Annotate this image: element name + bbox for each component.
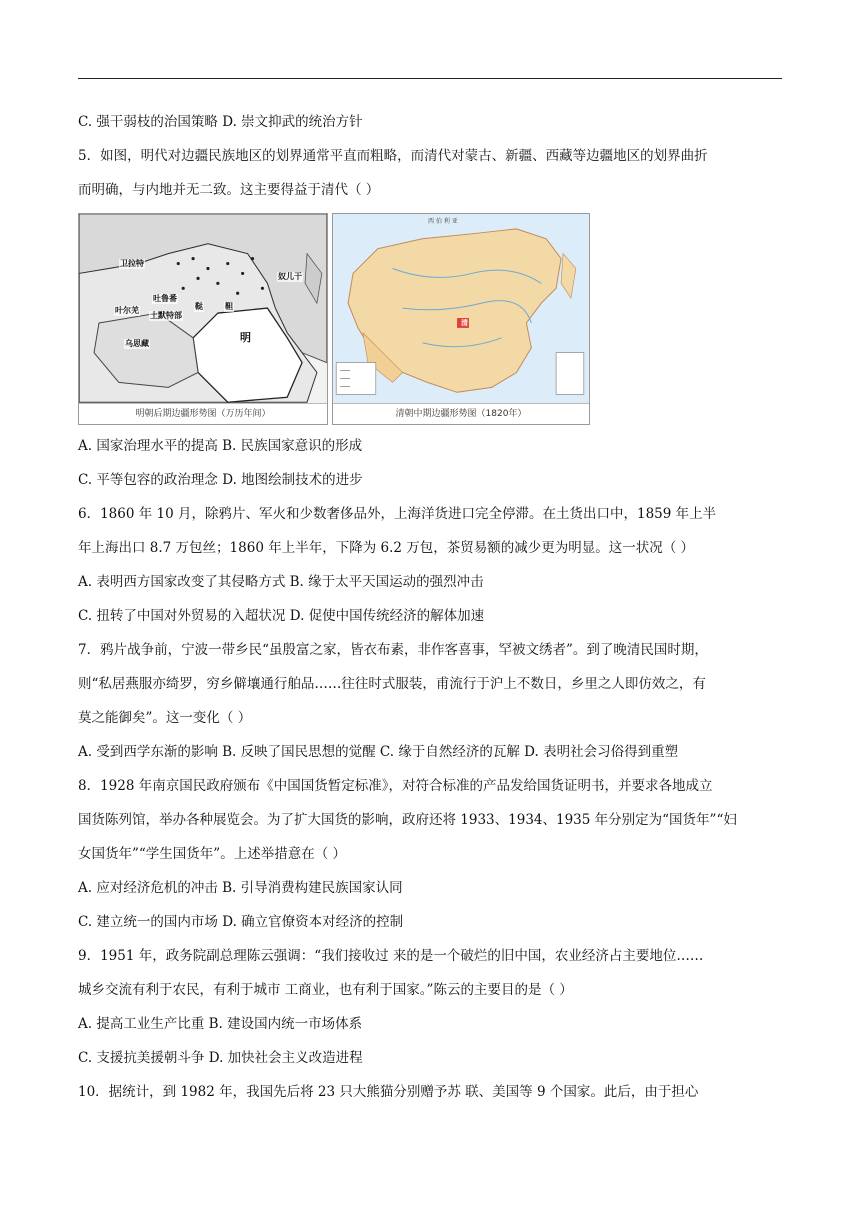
label-weilate: 卫拉特 (120, 259, 144, 268)
qing-map-caption: 清朝中期边疆形势图（1820年） (333, 403, 589, 424)
question-6-stem: 6．1860 年 10 月，除鸦片、军火和少数奢侈品外，上海洋货进口完全停滞。在土货出口中，1859 年上半 (78, 506, 717, 522)
text-line: C. 强干弱枝的治国策略 D. 崇文抑武的统治方针 (78, 114, 363, 130)
text-line: 城乡交流有利于农民，有利于城市 工商业，也有利于国家。”陈云的主要目的是（ ） (78, 982, 573, 998)
question-5-figure (78, 213, 590, 425)
ming-map-caption: 明朝后期边疆形势图（万历年间） (79, 403, 327, 424)
header-rule (78, 78, 782, 79)
text-line: 莫之能御矣”。这一变化（ ） (78, 710, 252, 726)
ming-map-drawing (79, 214, 327, 424)
label-siberia: 西 伯 利 亚 (428, 218, 458, 225)
qing-map (332, 213, 590, 425)
question-5-stem: 5．如图，明代对边疆民族地区的划界通常平直而粗略，而清代对蒙古、新疆、西藏等边疆地区的划界曲折 (78, 148, 708, 164)
document-body (78, 105, 782, 1109)
text-line: 女国货年”“学生国货年”。上述举措意在（ ） (78, 846, 346, 862)
label-qing: 清 (461, 319, 468, 327)
option-line: C. 扭转了中国对外贸易的入超状况 D. 促使中国传统经济的解体加速 (78, 608, 485, 624)
text-line: 而明确，与内地并无二致。这主要得益于清代（ ） (78, 182, 380, 198)
label-tufan: 吐鲁番 (153, 294, 177, 303)
question-7-stem: 7．鸦片战争前，宁波一带乡民“虽殷富之家，皆衣布素，非作客喜事，罕被文绣者”。到了晚清民国时期， (78, 642, 708, 658)
label-tumote: 土默特部 (150, 311, 182, 320)
text-line: 国货陈列馆，举办各种展览会。为了扩大国货的影响，政府还将 1933、1934、1935 年分别定为“国货年”“妇 (78, 812, 737, 828)
option-line: A. 应对经济危机的冲击 B. 引导消费构建民族国家认同 (78, 880, 403, 896)
option-line: C. 平等包容的政治理念 D. 地图绘制技术的进步 (78, 472, 363, 488)
option-line: A. 国家治理水平的提高 B. 民族国家意识的形成 (78, 438, 363, 454)
option-line: C. 支援抗美援朝斗争 D. 加快社会主义改造进程 (78, 1050, 363, 1066)
ming-map (78, 213, 328, 425)
label-nugan: 奴儿干 (278, 272, 302, 281)
option-line: A. 提高工业生产比重 B. 建设国内统一市场体系 (78, 1016, 363, 1032)
question-8-stem: 8．1928 年南京国民政府颁布《中国国货暂定标准》，对符合标准的产品发给国货证明书，并要求各地成立 (78, 778, 713, 794)
question-10-stem: 10．据统计，到 1982 年，我国先后将 23 只大熊猫分别赠予苏 联、美国等 9 个国家。此后，由于担心 (78, 1084, 699, 1100)
label-wusizang: 乌思藏 (125, 339, 149, 348)
question-9-stem: 9．1951 年，政务院副总理陈云强调：“我们接收过 来的是一个破烂的旧中国，农业经济占主要地位…… (78, 948, 704, 964)
label-dan: 靼 (225, 302, 233, 311)
label-yeerqiang: 叶尔羌 (115, 306, 139, 315)
option-line: A. 表明西方国家改变了其侵略方式 B. 缘于太平天国运动的强烈冲击 (78, 574, 484, 590)
option-line: C. 建立统一的国内市场 D. 确立官僚资本对经济的控制 (78, 914, 404, 930)
label-dada: 鞑 (195, 302, 203, 311)
text-line: 年上海出口 8.7 万包丝；1860 年上半年，下降为 6.2 万包，茶贸易额的减少更为明显。这一状况（ ） (78, 540, 695, 556)
label-ming: 明 (240, 331, 251, 344)
option-line: A. 受到西学东渐的影响 B. 反映了国民思想的觉醒 C. 缘于自然经济的瓦解 D. 表明社会习俗得到重塑 (78, 744, 679, 760)
text-line: 则“私居燕服亦绮罗，穷乡僻壤通行舶品……往往时式服装，甫流行于沪上不数日，乡里之人即仿效之，有 (78, 676, 706, 692)
